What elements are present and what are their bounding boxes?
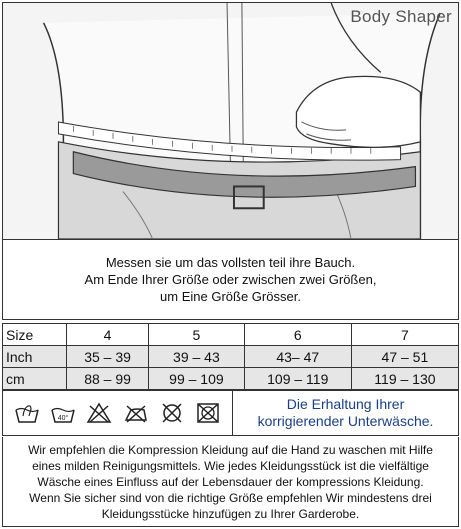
size-table xyxy=(2,323,459,390)
wash-40-icon xyxy=(50,402,76,424)
cm-cell: 119 – 130 xyxy=(351,368,458,390)
hand-wash-icon xyxy=(14,402,40,424)
size-row xyxy=(3,324,459,346)
recommendation-line: Wäsche eines Einfluss auf der Lebensdauer der kompressions Kleidung. xyxy=(37,474,424,489)
size-header: Size xyxy=(3,324,67,346)
brand-title: Body Shaper xyxy=(350,7,452,26)
recommendation-line: Kleidungsstücke hinzufügen zu Ihrer Garderobe. xyxy=(101,506,360,521)
no-tumble-dry-icon xyxy=(195,402,221,424)
size-cell: 5 xyxy=(149,324,245,346)
cm-cell: 99 – 109 xyxy=(149,368,245,390)
cm-cell: 88 – 99 xyxy=(67,368,149,390)
inch-cell: 39 – 43 xyxy=(149,346,245,368)
instruction-line: Messen sie um das vollsten teil ihre Bauch. xyxy=(105,255,356,270)
inch-cell: 35 – 39 xyxy=(67,346,149,368)
care-recommendation xyxy=(2,437,459,527)
size-cell: 4 xyxy=(67,324,149,346)
inch-cell: 47 – 51 xyxy=(351,346,458,368)
recommendation-line: Wir empfehlen die Kompression Kleidung auf die Hand zu waschen mit Hilfe xyxy=(28,442,433,457)
measuring-illustration xyxy=(2,2,459,240)
cm-row xyxy=(3,368,459,390)
size-cell: 6 xyxy=(244,324,351,346)
no-bleach-icon xyxy=(86,402,112,424)
recommendation-line: Wenn Sie sicher sind von die richtige Größe empfehlen Wir mindestens drei xyxy=(29,490,432,505)
inch-header: Inch xyxy=(3,346,67,368)
care-note xyxy=(233,391,458,435)
instruction-line: Am Ende Ihrer Größe oder zwischen zwei Größen, xyxy=(84,272,377,287)
no-dry-clean-icon xyxy=(159,402,185,424)
recommendation-line: eines milden Reinigungsmittels. Wie jedes Kleidungsstück ist die vielfältige xyxy=(32,458,429,473)
measuring-instructions xyxy=(2,240,459,320)
waist-measurement-drawing xyxy=(3,3,458,239)
care-note-line: Die Erhaltung Ihrer xyxy=(286,396,405,412)
inch-cell: 43– 47 xyxy=(244,346,351,368)
care-icons xyxy=(3,391,233,435)
care-section xyxy=(2,390,459,436)
cm-cell: 109 – 119 xyxy=(244,368,351,390)
wash-temp-label: 40° xyxy=(57,415,69,422)
cm-header: cm xyxy=(3,368,67,390)
instruction-line: um Eine Größe Grösser. xyxy=(160,289,301,304)
inch-row xyxy=(3,346,459,368)
care-note-line: korrigierender Unterwäsche. xyxy=(257,413,434,429)
no-iron-icon xyxy=(123,402,149,424)
size-cell: 7 xyxy=(351,324,458,346)
